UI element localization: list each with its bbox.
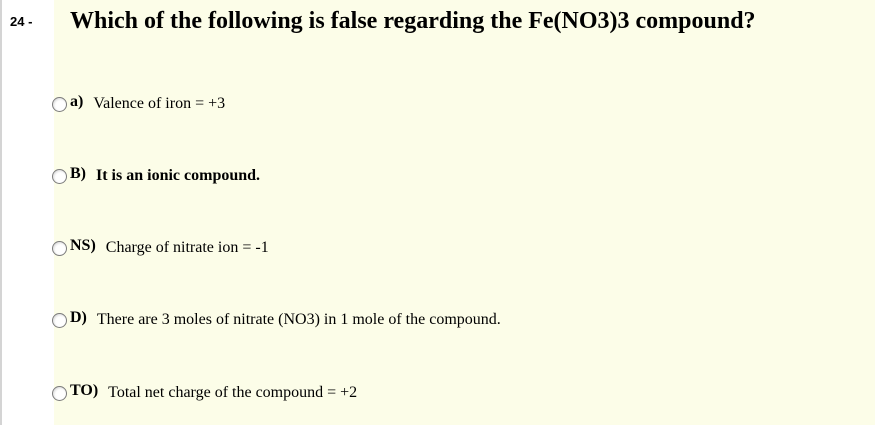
option-letter: B) [70, 165, 86, 182]
question-text: Which of the following is false regarding the Fe(NO3)3 compound? [70, 8, 756, 34]
option-text: Total net charge of the compound = +2 [108, 384, 358, 401]
option-letter: NS) [70, 237, 96, 254]
question-number: 24 - [10, 14, 33, 29]
option-b[interactable] [52, 164, 260, 188]
option-letter: TO) [70, 382, 99, 399]
option-text: There are 3 moles of nitrate (NO3) in 1 mole of the compound. [96, 311, 501, 328]
question-content [54, 0, 875, 425]
option-text: Charge of nitrate ion = -1 [105, 239, 269, 256]
radio-button[interactable] [52, 169, 67, 184]
question-number-cell [2, 0, 54, 425]
option-d[interactable] [52, 308, 501, 332]
option-e[interactable] [52, 381, 357, 405]
option-letter: D) [70, 309, 87, 326]
option-text: It is an ionic compound. [96, 167, 261, 184]
option-a[interactable] [52, 92, 225, 116]
option-c[interactable] [52, 236, 269, 260]
option-text: Valence of iron = +3 [93, 95, 226, 112]
radio-button[interactable] [52, 386, 67, 401]
radio-button[interactable] [52, 241, 67, 256]
radio-button[interactable] [52, 97, 67, 112]
radio-button[interactable] [52, 313, 67, 328]
option-letter: a) [70, 93, 84, 110]
